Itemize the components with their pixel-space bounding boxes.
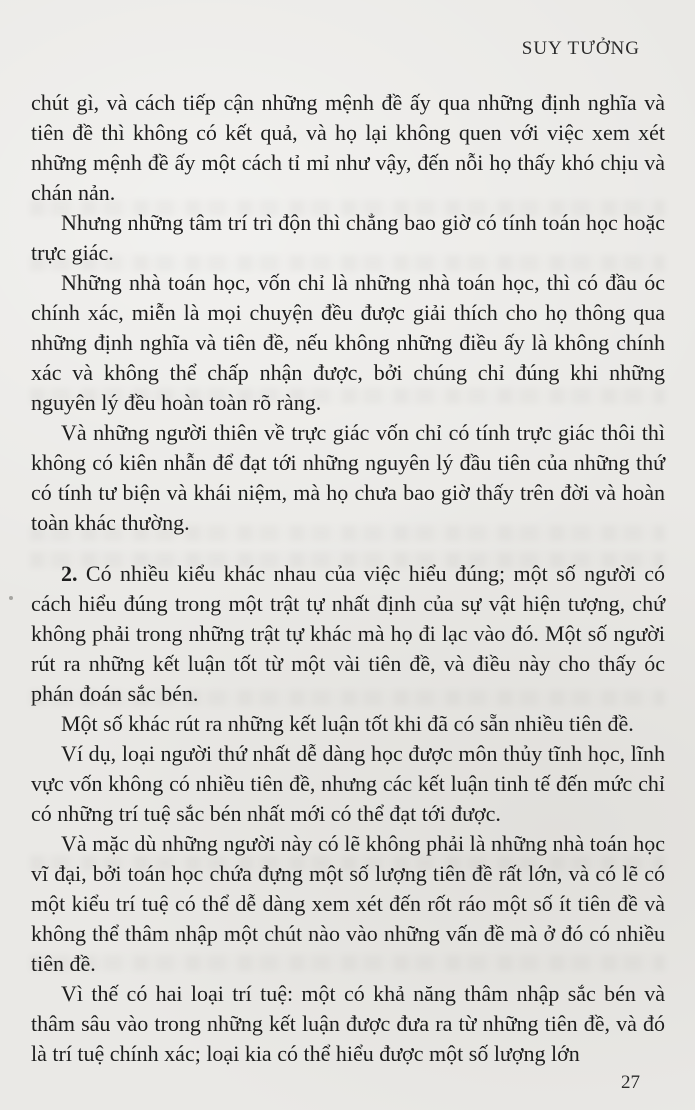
paragraph: Ví dụ, loại người thứ nhất dễ dàng học được môn thủy tĩnh học, lĩnh vực vốn không có nhiều tiên đề, nhưng các kết luận tinh tế đến mức chỉ có những trí tuệ sắc bén nhất mới có thể đạt tới được. (31, 741, 665, 826)
section-number: 2. (61, 561, 78, 586)
paragraph: 2. Có nhiều kiểu khác nhau của việc hiểu đúng; một số người có cách hiểu đúng trong một trật tự nhất định của sự vật hiện tượng, chứ không phải trong những trật tự khác mà họ đi lạc vào đó. Một số người rút ra những kết luận tốt từ một vài tiên đề, và điều này cho thấy óc phán đoán sắc bén. (31, 561, 665, 706)
page-body-text (31, 88, 665, 1069)
paragraph: Và mặc dù những người này có lẽ không phải là những nhà toán học vĩ đại, bởi toán học chứa đựng một số lượng tiên đề rất lớn, và có lẽ có một kiểu trí tuệ có thể dễ dàng xem xét đến rốt ráo một số ít tiên đề và không thể thâm nhập một chút nào vào những vấn đề mà ở đó có nhiều tiên đề. (31, 831, 665, 976)
running-header: SUY TƯỞNG (521, 38, 640, 59)
page-number: 27 (621, 1072, 640, 1093)
paragraph: chút gì, và cách tiếp cận những mệnh đề ấy qua những định nghĩa và tiên đề thì không có kết quả, và họ lại không quen với việc xem xét những mệnh đề ấy một cách tỉ mỉ như vậy, đến nỗi họ thấy khó chịu và chán nản. (31, 90, 665, 205)
paragraph: Những nhà toán học, vốn chỉ là những nhà toán học, thì có đầu óc chính xác, miễn là mọi chuyện đều được giải thích cho họ thông qua những định nghĩa và tiên đề, nếu không những điều ấy là không chính xác và không thể chấp nhận được, bởi chúng chỉ đúng khi những nguyên lý đều hoàn toàn rõ ràng. (31, 270, 665, 415)
margin-speck-artifact (9, 596, 13, 600)
paragraph: Một số khác rút ra những kết luận tốt khi đã có sẵn nhiều tiên đề. (61, 711, 634, 736)
paragraph: Nhưng những tâm trí trì độn thì chẳng bao giờ có tính toán học hoặc trực giác. (31, 210, 665, 265)
paragraph: Và những người thiên về trực giác vốn chỉ có tính trực giác thôi thì không có kiên nhẫn để đạt tới những nguyên lý đầu tiên của những thứ có tính tư biện và khái niệm, mà họ chưa bao giờ thấy trên đời và hoàn toàn khác thường. (31, 420, 665, 535)
paragraph: Vì thế có hai loại trí tuệ: một có khả năng thâm nhập sắc bén và thâm sâu vào trong những kết luận được đưa ra từ những tiên đề, và đó là trí tuệ chính xác; loại kia có thể hiểu được một số lượng lớn (31, 981, 665, 1066)
